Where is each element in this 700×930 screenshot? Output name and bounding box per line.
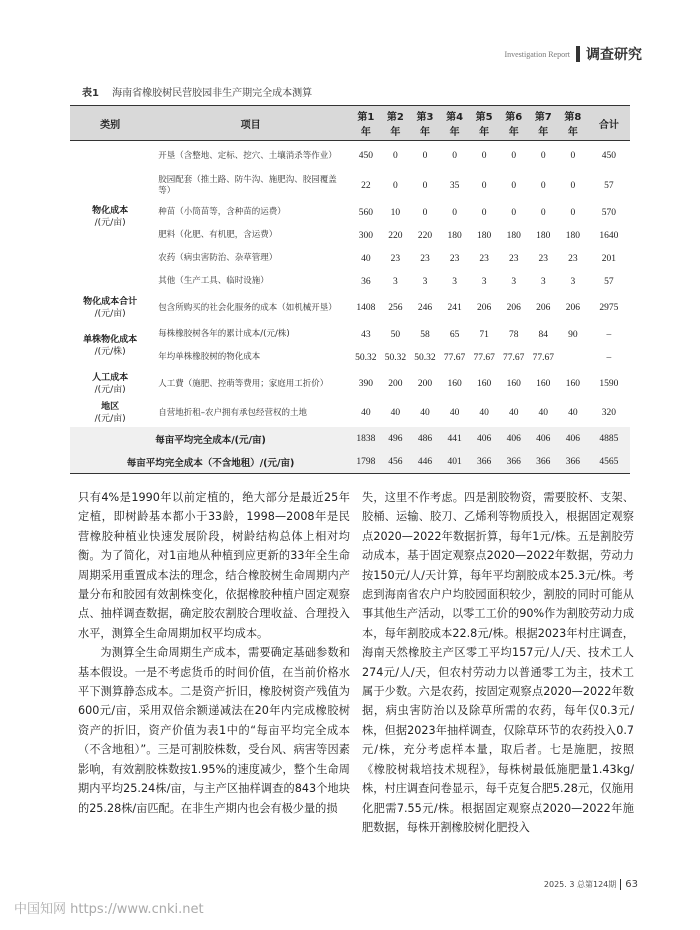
value-cell: 406 xyxy=(529,427,559,450)
table-caption xyxy=(82,84,312,99)
value-cell: 180 xyxy=(447,230,462,241)
value-cell: 35 xyxy=(449,181,460,191)
value-cell: 300 xyxy=(358,230,373,241)
item-cell: 农药（病虫害防治、杂草管理） xyxy=(158,253,278,263)
col-header: 第1年 xyxy=(351,106,381,141)
paragraph: 为测算全生命周期生产成本，需要确定基础参数和基本假设。一是不考虑货币的时间价值，在当前价格水平下测算静态成本。二是资产折旧，橡胶树资产残值为600元/亩，采用双倍余额递减法在20年内完成橡胶树资产的折旧，资产价值为表1中的“每亩平均完全成本（不含地租）”。三是可割胶株数，受台风、病害等因素影响，有效割胶株数按1.95%的速度减少，整个生命周期内平均25.24株/亩，与主产区抽样调查的843个地块的25.28株/亩匹配。在非生产期内也会有极少量的损 xyxy=(78,646,350,815)
col-header: 第7年 xyxy=(529,106,559,141)
value-cell: 366 xyxy=(499,450,529,474)
table-row xyxy=(70,399,630,427)
value-cell: 50.32 xyxy=(384,352,407,363)
value-cell: 3 xyxy=(481,276,487,287)
col-header: 第5年 xyxy=(469,106,499,141)
col-header: 合计 xyxy=(588,106,630,141)
value-cell: 206 xyxy=(565,303,580,313)
value-cell: 401 xyxy=(440,450,470,474)
value-cell: 180 xyxy=(477,230,492,241)
header-divider xyxy=(576,46,580,62)
value-cell: 23 xyxy=(479,253,489,264)
value-cell: 160 xyxy=(447,379,462,389)
value-cell: 40 xyxy=(449,408,460,418)
value-cell: 23 xyxy=(568,253,578,264)
col-header: 第4年 xyxy=(440,106,470,141)
value-cell: 206 xyxy=(477,303,492,313)
value-cell: 50.32 xyxy=(414,352,436,363)
page-number: 63 xyxy=(620,879,638,890)
value-cell: 71 xyxy=(479,329,489,340)
value-cell: 40 xyxy=(361,408,371,418)
value-cell: 0 xyxy=(422,207,428,218)
value-cell: 3 xyxy=(540,276,546,287)
item-cell: 种苗（小筒苗等，含种苗的运费） xyxy=(158,207,286,217)
category-label: 人工成本 xyxy=(92,373,129,383)
summary-label: 每亩平均完全成本/(元/亩) xyxy=(70,427,351,450)
table-row xyxy=(70,293,630,323)
value-cell: 0 xyxy=(452,207,457,218)
table-row xyxy=(70,270,630,293)
value-cell: 77.67 xyxy=(473,352,495,363)
page-footer xyxy=(544,879,638,890)
total-cell: 2975 xyxy=(599,303,619,313)
total-cell: 450 xyxy=(601,151,616,161)
value-cell: 0 xyxy=(570,207,576,218)
value-cell: 366 xyxy=(529,450,559,474)
value-cell: 241 xyxy=(447,303,462,313)
value-cell: 3 xyxy=(452,276,457,287)
category-label: 单株物化成本 xyxy=(83,335,138,345)
table-row xyxy=(70,201,630,224)
value-cell: 1798 xyxy=(351,450,381,474)
total-cell: – xyxy=(606,329,612,340)
value-cell: 160 xyxy=(536,379,551,389)
category-unit: /(元/亩) xyxy=(94,218,126,228)
total-cell: 201 xyxy=(601,253,616,264)
value-cell xyxy=(558,346,588,369)
value-cell: 160 xyxy=(506,379,521,389)
col-header: 第3年 xyxy=(410,106,440,141)
table-row xyxy=(70,171,630,201)
value-cell: 486 xyxy=(410,427,440,450)
value-cell: 246 xyxy=(417,303,433,313)
value-cell: 1838 xyxy=(351,427,381,450)
total-cell: 4885 xyxy=(588,427,630,450)
item-cell: 肥料（化肥、有机肥，含运费） xyxy=(158,230,278,240)
value-cell: 77.67 xyxy=(503,352,525,363)
table-row xyxy=(70,247,630,270)
text-column-left xyxy=(78,488,350,818)
value-cell: 220 xyxy=(388,230,403,241)
value-cell: 10 xyxy=(390,207,401,218)
value-cell: 0 xyxy=(540,181,546,191)
table-row xyxy=(70,224,630,247)
category-label: 物化成本 xyxy=(92,206,129,216)
value-cell: 180 xyxy=(536,230,551,241)
table-row xyxy=(70,369,630,399)
value-cell: 406 xyxy=(469,427,499,450)
table-row xyxy=(70,323,630,346)
category-cell xyxy=(70,399,150,427)
total-cell: 57 xyxy=(604,276,614,287)
item-cell: 开垦（含整地、定标、挖穴、土壤消杀等作业） xyxy=(158,150,337,161)
value-cell: 206 xyxy=(506,303,521,313)
value-cell: 390 xyxy=(358,379,373,389)
paragraph: 失，这里不作考虑。四是割胶物资，需要胶杯、支架、胶桶、运输、胶刀、乙烯利等物质投入，根据固定观察点2020—2022年数据折算，每年1元/株。五是割胶劳动成本，基于固定观察点2020—2022年数据，劳动力按150元/人/天计算，每年平均割胶成本25.3元/株。考虑到海南省农户户均胶园面积较少，割胶的同时可能从事其他生产活动，以零工工价的90%作为割胶劳动力成本，每年割胶成本22.8元/株。根据2023年村庄调查，海南天然橡胶主产区零工平均157元/人/天、技术工人274元/人/天，但农村劳动力以普通零工为主，技术工属于少数。六是农药，按固定观察点2020—2022年数据，病虫害防治以及除草所需的农药，每年仅0.3元/株，但据2023年抽样调查，仅除草环节的农药投入0.7元/株，充分考虑样本量，取后者。七是施肥，按照《橡胶树栽培技术规程》，每株树最低施肥量1.43kg/株，村庄调查问卷显示，每千克复合肥5.28元，仅施用化肥需7.55元/株。根据固定观察点2020—2022年施肥数据，每株开割橡胶树化肥投入 xyxy=(362,491,634,834)
value-cell: 3 xyxy=(393,276,398,287)
value-cell: 77.67 xyxy=(443,352,466,363)
category-cell xyxy=(70,369,150,399)
total-cell: – xyxy=(606,352,612,363)
total-cell: 57 xyxy=(604,181,614,191)
col-header: 项目 xyxy=(150,106,351,141)
issue-info: 2025. 3 总第124期 xyxy=(543,880,617,889)
value-cell: 78 xyxy=(508,329,519,340)
col-header: 第2年 xyxy=(381,106,411,141)
text-column-right xyxy=(362,488,634,837)
category-unit: /(元/亩) xyxy=(94,385,126,395)
value-cell: 36 xyxy=(361,276,371,287)
table-title: 海南省橡胶树民营胶园非生产期完全成本测算 xyxy=(112,88,313,99)
value-cell: 0 xyxy=(452,151,457,161)
header-section-title: 调查研究 xyxy=(586,47,642,63)
value-cell: 58 xyxy=(420,329,430,340)
value-cell: 220 xyxy=(417,230,433,241)
value-cell: 50.32 xyxy=(355,352,377,363)
value-cell: 77.67 xyxy=(532,352,554,363)
category-unit: /(元/株) xyxy=(94,347,126,357)
value-cell: 43 xyxy=(361,329,371,340)
value-cell: 160 xyxy=(477,379,492,389)
table-header-row xyxy=(70,106,630,141)
item-cell: 其他（生产工具、临时设施） xyxy=(158,276,269,286)
value-cell: 23 xyxy=(508,253,519,264)
table-row xyxy=(70,346,630,369)
value-cell: 206 xyxy=(536,303,551,313)
total-cell: 570 xyxy=(601,207,616,218)
total-cell: 1590 xyxy=(599,379,619,389)
value-cell: 40 xyxy=(390,408,401,418)
col-header: 类别 xyxy=(70,106,150,141)
value-cell: 0 xyxy=(481,151,487,161)
total-cell: 320 xyxy=(601,408,616,418)
value-cell: 0 xyxy=(570,151,576,161)
value-cell: 84 xyxy=(538,329,549,340)
value-cell: 40 xyxy=(508,408,519,418)
value-cell: 366 xyxy=(558,450,588,474)
value-cell: 40 xyxy=(361,253,371,264)
value-cell: 406 xyxy=(499,427,529,450)
value-cell: 3 xyxy=(511,276,517,287)
value-cell: 22 xyxy=(361,181,371,191)
value-cell: 0 xyxy=(511,207,517,218)
table-number: 表1 xyxy=(82,88,99,99)
category-unit: /(元/亩) xyxy=(94,414,126,424)
value-cell: 200 xyxy=(388,379,403,389)
value-cell: 256 xyxy=(388,303,403,313)
value-cell: 450 xyxy=(358,151,373,161)
value-cell: 456 xyxy=(381,450,411,474)
value-cell: 0 xyxy=(481,181,487,191)
value-cell: 560 xyxy=(358,207,373,218)
value-cell: 3 xyxy=(570,276,576,287)
value-cell: 65 xyxy=(449,329,460,340)
value-cell: 50 xyxy=(390,329,401,340)
category-unit: /(元/亩) xyxy=(94,309,126,319)
value-cell: 446 xyxy=(410,450,440,474)
col-header: 第6年 xyxy=(499,106,529,141)
value-cell: 90 xyxy=(568,329,578,340)
value-cell: 0 xyxy=(393,181,398,191)
value-cell: 366 xyxy=(469,450,499,474)
cost-table xyxy=(70,105,630,474)
category-cell xyxy=(70,141,150,294)
header-english: Investigation Report xyxy=(504,49,570,59)
category-cell xyxy=(70,323,150,369)
total-cell: 4565 xyxy=(588,450,630,474)
item-cell: 年均单株橡胶树的物化成本 xyxy=(158,352,261,362)
col-header: 第8年 xyxy=(558,106,588,141)
value-cell: 0 xyxy=(511,181,517,191)
summary-label: 每亩平均完全成本（不含地租）/(元/亩) xyxy=(70,450,351,474)
category-label: 物化成本合计 xyxy=(83,297,138,307)
item-cell: 自营地折租–农户拥有承包经营权的土地 xyxy=(158,407,308,418)
value-cell: 23 xyxy=(390,253,401,264)
value-cell: 3 xyxy=(422,276,428,287)
value-cell: 441 xyxy=(440,427,470,450)
item-cell: 每株橡胶树各年的累计成本/(元/株) xyxy=(158,329,290,339)
value-cell: 180 xyxy=(565,230,580,241)
value-cell: 23 xyxy=(538,253,549,264)
value-cell: 0 xyxy=(511,151,517,161)
table-row xyxy=(70,141,630,172)
value-cell: 40 xyxy=(479,408,489,418)
summary-row xyxy=(70,427,630,450)
value-cell: 0 xyxy=(540,151,546,161)
value-cell: 496 xyxy=(381,427,411,450)
paragraph: 只有4%是1990年以前定植的，绝大部分是最近25年定植，即树龄基本都小于33龄，1998—2008年是民营橡胶种植业快速发展阶段，树龄结构总体上相对均衡。为了简化，对1亩地从种植到应更新的33年全生命周期采用重置成本法的理念，结合橡胶树生命周期内产量分布和胶园有效割株变化，依据橡胶种植户固定观察点、抽样调查数据，确定胶农割胶合理收益、合理投入水平，测算全生命周期加权平均成本。 xyxy=(78,491,350,640)
summary-row xyxy=(70,450,630,474)
value-cell: 180 xyxy=(506,230,521,241)
item-cell: 胶园配套（推土路、防牛沟、施肥沟、胶园覆盖等） xyxy=(158,175,337,196)
category-cell xyxy=(70,293,150,323)
value-cell: 0 xyxy=(393,151,398,161)
value-cell: 0 xyxy=(422,181,428,191)
value-cell: 0 xyxy=(422,151,428,161)
value-cell: 40 xyxy=(538,408,549,418)
value-cell: 0 xyxy=(540,207,546,218)
item-cell: 人工費（施肥、控萌等费用；家庭用工折价） xyxy=(158,378,329,389)
value-cell: 23 xyxy=(420,253,430,264)
total-cell: 1640 xyxy=(599,230,619,241)
running-header xyxy=(504,44,642,64)
value-cell: 160 xyxy=(565,379,580,389)
value-cell: 406 xyxy=(558,427,588,450)
value-cell: 200 xyxy=(417,379,433,389)
value-cell: 40 xyxy=(568,408,578,418)
value-cell: 0 xyxy=(570,181,576,191)
watermark: 中国知网 https://www.cnki.net xyxy=(14,902,204,917)
item-cell: 包含所购买的社会化服务的成本（如机械开垦） xyxy=(158,302,337,313)
value-cell: 40 xyxy=(420,408,430,418)
value-cell: 0 xyxy=(481,207,487,218)
value-cell: 1408 xyxy=(356,303,376,313)
value-cell: 23 xyxy=(449,253,460,264)
category-label: 地区 xyxy=(101,402,120,412)
